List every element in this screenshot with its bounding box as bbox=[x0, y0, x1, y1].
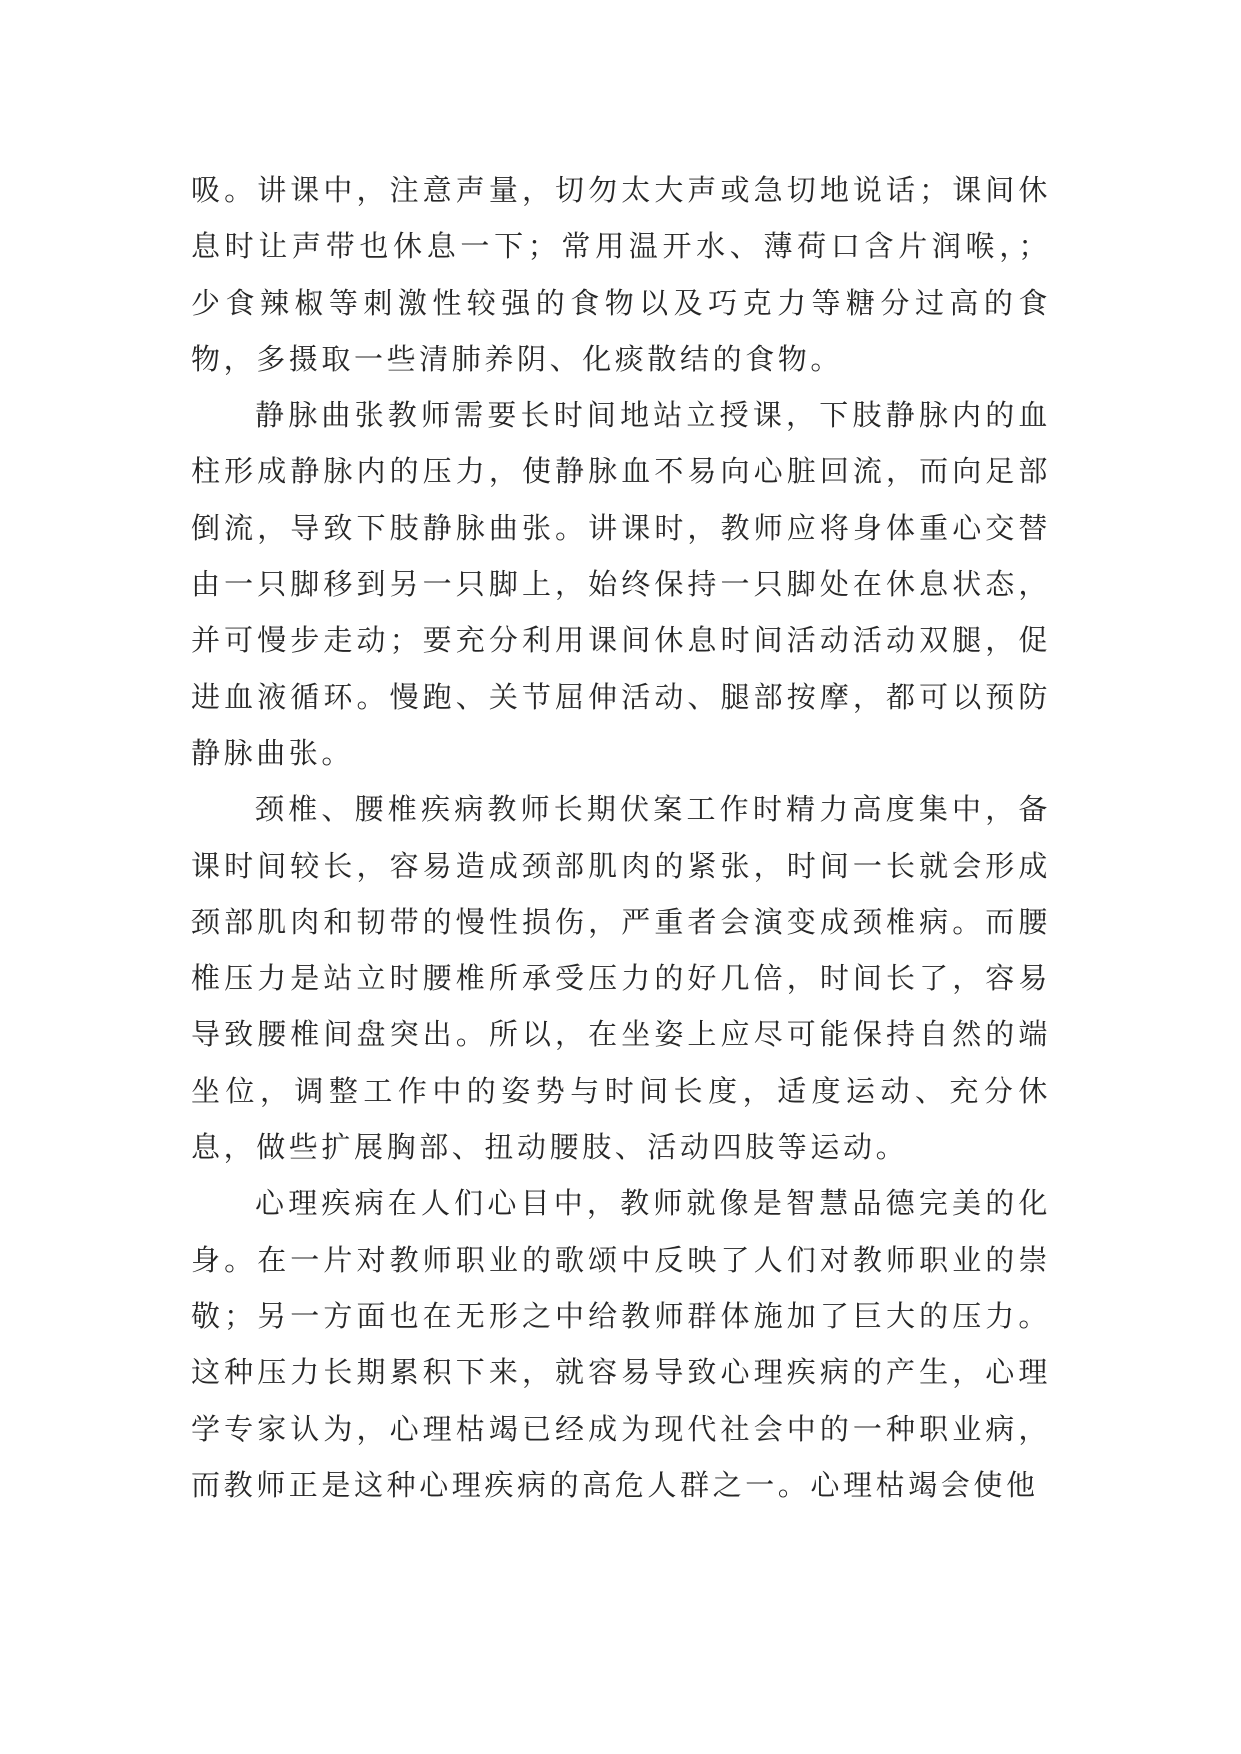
paragraph-mental-health: 心理疾病在人们心目中，教师就像是智慧品德完美的化身。在一片对教师职业的歌颂中反映了人们对教师职业的崇敬；另一方面也在无形之中给教师群体施加了巨大的压力。这种压力长期累积下来，就容易导致心理疾病的产生，心理学专家认为，心理枯竭已经成为现代社会中的一种职业病，而教师正是这种心理疾病的高危人群之一。心理枯竭会使他 bbox=[191, 1186, 1051, 1502]
body-text bbox=[191, 162, 1051, 1513]
paragraph-spine-disease: 颈椎、腰椎疾病教师长期伏案工作时精力高度集中，备课时间较长，容易造成颈部肌肉的紧张，时间一长就会形成颈部肌肉和韧带的慢性损伤，严重者会演变成颈椎病。而腰椎压力是站立时腰椎所承受压力的好几倍，时间长了，容易导致腰椎间盘突出。所以，在坐姿上应尽可能保持自然的端坐位，调整工作中的姿势与时间长度，适度运动、充分休息，做些扩展胸部、扭动腰肢、活动四肢等运动。 bbox=[191, 792, 1051, 1165]
paragraph-voice-care: 吸。讲课中，注意声量，切勿太大声或急切地说话；课间休息时让声带也休息一下；常用温开水、薄荷口含片润喉，；少食辣椒等刺激性较强的食物以及巧克力等糖分过高的食物，多摄取一些清肺养阴、化痰散结的食物。 bbox=[191, 173, 1051, 376]
paragraph-varicose-veins: 静脉曲张教师需要长时间地站立授课，下肢静脉内的血柱形成静脉内的压力，使静脉血不易向心脏回流，而向足部倒流，导致下肢静脉曲张。讲课时，教师应将身体重心交替由一只脚移到另一只脚上，始终保持一只脚处在休息状态，并可慢步走动；要充分利用课间休息时间活动活动双腿，促进血液循环。慢跑、关节屈伸活动、腿部按摩，都可以预防静脉曲张。 bbox=[191, 398, 1051, 770]
